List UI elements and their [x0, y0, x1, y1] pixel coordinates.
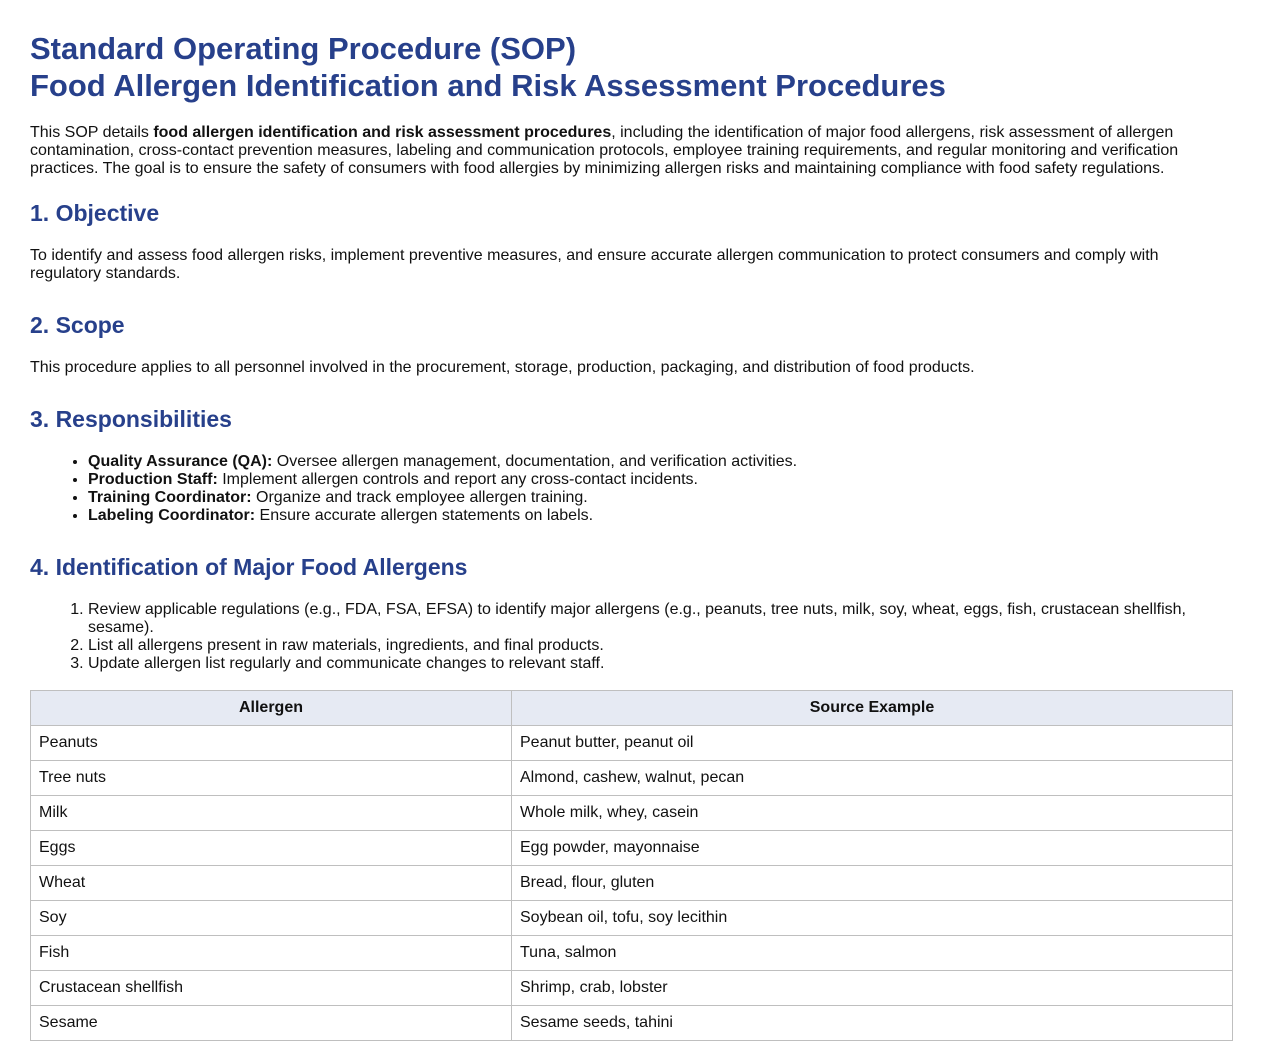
allergen-cell: Milk	[31, 796, 512, 831]
column-header-allergen: Allergen	[31, 691, 512, 726]
title-line-1: Standard Operating Procedure (SOP)	[30, 31, 577, 66]
allergen-cell: Eggs	[31, 831, 512, 866]
allergen-cell: Wheat	[31, 866, 512, 901]
identification-steps	[30, 601, 1233, 673]
role-label: Quality Assurance (QA):	[88, 453, 273, 470]
allergen-table	[30, 690, 1233, 1041]
objective-text: To identify and assess food allergen risks, implement preventive measures, and ensure accurate allergen communication to protect consumers and comply with regulatory standards.	[30, 247, 1159, 282]
table-header-row	[31, 691, 1233, 726]
table-row	[31, 796, 1233, 831]
allergen-cell: Fish	[31, 936, 512, 971]
table-row	[31, 761, 1233, 796]
title-line-2: Food Allergen Identification and Risk Assessment Procedures	[30, 68, 946, 103]
role-description: Ensure accurate allergen statements on labels.	[255, 507, 594, 524]
list-item: 2. List all allergens present in raw materials, ingredients, and final products.	[88, 637, 1233, 655]
responsibilities-list	[30, 453, 1233, 525]
role-description: Oversee allergen management, documentation, and verification activities.	[272, 453, 798, 470]
source-example-cell: Egg powder, mayonnaise	[512, 831, 1233, 866]
table-row	[31, 901, 1233, 936]
table-row	[31, 726, 1233, 761]
role-label: Training Coordinator:	[88, 489, 252, 506]
source-example-cell: Sesame seeds, tahini	[512, 1006, 1233, 1041]
allergen-cell: Peanuts	[31, 726, 512, 761]
table-row	[31, 971, 1233, 1006]
list-item: 1. Review applicable regulations (e.g., FDA, FSA, EFSA) to identify major allergens (e.g., peanuts, tree nuts, milk, soy, wheat, eggs, fish, crustacean shellfish, sesame).	[88, 601, 1233, 637]
allergen-cell: Soy	[31, 901, 512, 936]
list-item	[88, 507, 1233, 525]
intro-bold: food allergen identification and risk assessment procedures	[153, 124, 612, 141]
scope-heading: 2. Scope	[30, 312, 125, 338]
source-example-cell: Tuna, salmon	[512, 936, 1233, 971]
role-description: Implement allergen controls and report any cross-contact incidents.	[217, 471, 698, 488]
source-example-cell: Bread, flour, gluten	[512, 866, 1233, 901]
table-row	[31, 936, 1233, 971]
list-item: 3. Update allergen list regularly and communicate changes to relevant staff.	[88, 655, 1233, 673]
list-item	[88, 489, 1233, 507]
list-item	[88, 453, 1233, 471]
source-example-cell: Peanut butter, peanut oil	[512, 726, 1233, 761]
identification-heading: 4. Identification of Major Food Allergens	[30, 554, 468, 580]
table-row	[31, 1006, 1233, 1041]
table-row	[31, 831, 1233, 866]
list-item	[88, 471, 1233, 489]
page-title	[30, 30, 1233, 104]
source-example-cell: Almond, cashew, walnut, pecan	[512, 761, 1233, 796]
role-label: Labeling Coordinator:	[88, 507, 256, 524]
allergen-cell: Tree nuts	[31, 761, 512, 796]
intro-paragraph	[30, 124, 1233, 178]
allergen-cell: Sesame	[31, 1006, 512, 1041]
intro-prefix: This SOP details	[30, 124, 154, 141]
source-example-cell: Soybean oil, tofu, soy lecithin	[512, 901, 1233, 936]
source-example-cell: Whole milk, whey, casein	[512, 796, 1233, 831]
objective-heading: 1. Objective	[30, 200, 160, 226]
responsibilities-heading: 3. Responsibilities	[30, 406, 232, 432]
table-row	[31, 866, 1233, 901]
intro-suffix: , including the identification of major food allergens, risk assessment of allergen contamination, cross-contact prevention measures, labeling and communication protocols, employee training requirements, and regular monitoring and verification practices. The goal is to ensure the safety of consumers with food allergies by minimizing allergen risks and maintaining compliance with food safety regulations.	[30, 124, 1179, 177]
scope-text: This procedure applies to all personnel involved in the procurement, storage, production, packaging, and distribution of food products.	[30, 359, 975, 376]
source-example-cell: Shrimp, crab, lobster	[512, 971, 1233, 1006]
column-header-source-example: Source Example	[512, 691, 1233, 726]
role-description: Organize and track employee allergen training.	[251, 489, 588, 506]
role-label: Production Staff:	[88, 471, 218, 488]
allergen-cell: Crustacean shellfish	[31, 971, 512, 1006]
